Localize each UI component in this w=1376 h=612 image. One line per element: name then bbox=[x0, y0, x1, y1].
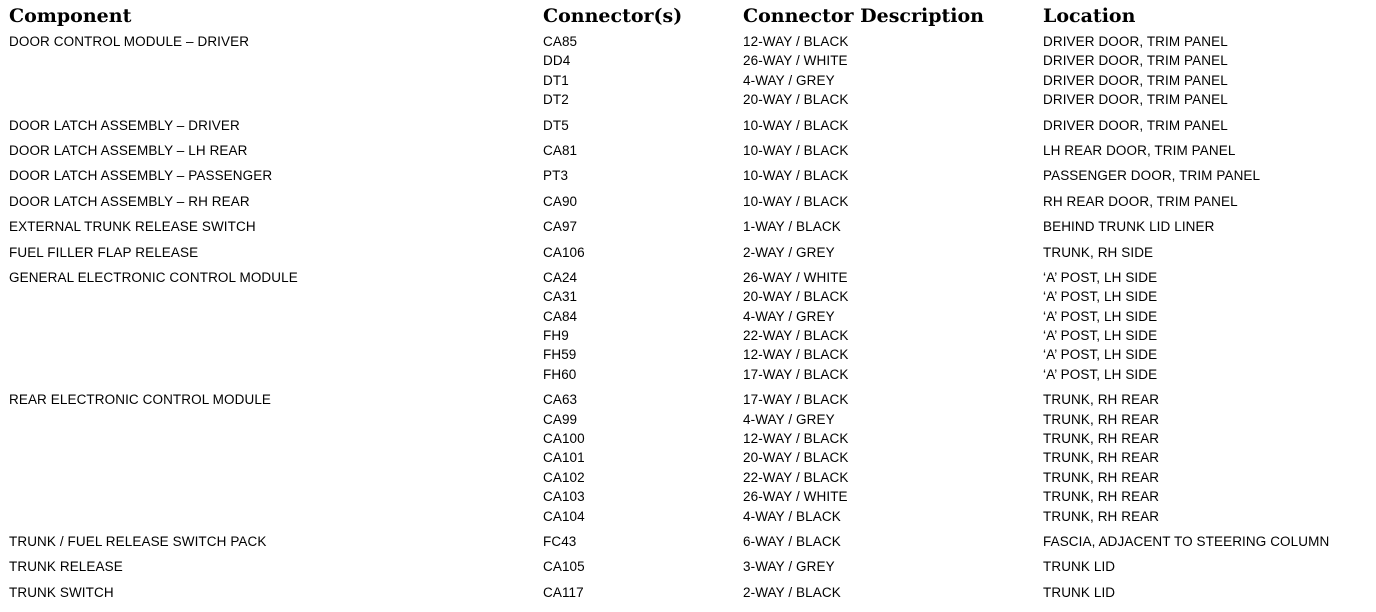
table-row bbox=[9, 243, 1369, 262]
connector-cell: PT3 bbox=[543, 168, 569, 184]
connector-cell: FH60 bbox=[543, 366, 577, 382]
table-row bbox=[9, 365, 1369, 384]
component-cell: DOOR LATCH ASSEMBLY – LH REAR bbox=[9, 142, 248, 158]
component-group bbox=[9, 268, 1369, 384]
connector-cell: CA106 bbox=[543, 244, 585, 260]
component-cell: TRUNK RELEASE bbox=[9, 559, 123, 575]
location-cell: TRUNK LID bbox=[1043, 559, 1116, 575]
connector-cell: DT1 bbox=[543, 72, 569, 88]
location-cell: TRUNK, RH REAR bbox=[1043, 411, 1160, 427]
table-row bbox=[9, 307, 1369, 326]
table-row bbox=[9, 583, 1369, 602]
description-cell: 12-WAY / BLACK bbox=[743, 347, 849, 363]
connector-cell: CA63 bbox=[543, 392, 578, 408]
table-row bbox=[9, 71, 1369, 90]
header-connectors: Connector(s) bbox=[543, 5, 683, 27]
table-row bbox=[9, 532, 1369, 551]
description-cell: 10-WAY / BLACK bbox=[743, 193, 849, 209]
description-cell: 20-WAY / BLACK bbox=[743, 450, 849, 466]
description-cell: 26-WAY / WHITE bbox=[743, 53, 848, 69]
location-cell: DRIVER DOOR, TRIM PANEL bbox=[1043, 34, 1228, 49]
location-cell: TRUNK, RH REAR bbox=[1043, 450, 1160, 466]
connector-cell: CA104 bbox=[543, 508, 585, 524]
description-cell: 20-WAY / BLACK bbox=[743, 92, 849, 108]
component-cell: DOOR LATCH ASSEMBLY – PASSENGER bbox=[9, 168, 273, 184]
description-cell: 10-WAY / BLACK bbox=[743, 142, 849, 158]
description-cell: 4-WAY / BLACK bbox=[743, 508, 841, 524]
component-cell: REAR ELECTRONIC CONTROL MODULE bbox=[9, 392, 272, 408]
connector-cell: FH59 bbox=[543, 347, 577, 363]
description-cell: 26-WAY / WHITE bbox=[743, 489, 848, 505]
component-group bbox=[9, 141, 1369, 160]
description-cell: 3-WAY / GREY bbox=[743, 559, 835, 575]
table-row bbox=[9, 345, 1369, 364]
location-cell: ‘A’ POST, LH SIDE bbox=[1043, 366, 1158, 382]
table-row bbox=[9, 116, 1369, 135]
location-cell: ‘A’ POST, LH SIDE bbox=[1043, 308, 1158, 324]
component-cell: GENERAL ELECTRONIC CONTROL MODULE bbox=[9, 269, 298, 285]
table-row bbox=[9, 390, 1369, 409]
table-row bbox=[9, 166, 1369, 185]
connector-cell: CA117 bbox=[543, 584, 584, 600]
table-row bbox=[9, 429, 1369, 448]
description-cell: 22-WAY / BLACK bbox=[743, 328, 849, 344]
component-group bbox=[9, 116, 1369, 135]
component-group bbox=[9, 583, 1369, 602]
location-cell: TRUNK, RH REAR bbox=[1043, 392, 1160, 408]
description-cell: 2-WAY / GREY bbox=[743, 244, 835, 260]
connector-cell: CA102 bbox=[543, 469, 585, 485]
description-cell: 17-WAY / BLACK bbox=[743, 366, 849, 382]
table-row bbox=[9, 90, 1369, 109]
location-cell: DRIVER DOOR, TRIM PANEL bbox=[1043, 92, 1228, 108]
location-cell: LH REAR DOOR, TRIM PANEL bbox=[1043, 142, 1236, 158]
table-row bbox=[9, 217, 1369, 236]
location-cell: TRUNK, RH SIDE bbox=[1043, 244, 1154, 260]
table-row bbox=[9, 448, 1369, 467]
connector-cell: CA85 bbox=[543, 34, 578, 49]
header-description: Connector Description bbox=[743, 5, 984, 27]
location-cell: DRIVER DOOR, TRIM PANEL bbox=[1043, 53, 1228, 69]
component-group bbox=[9, 532, 1369, 551]
table-row bbox=[9, 192, 1369, 211]
connector-table bbox=[9, 4, 1369, 608]
description-cell: 12-WAY / BLACK bbox=[743, 34, 849, 49]
description-cell: 6-WAY / BLACK bbox=[743, 533, 841, 549]
table-row bbox=[9, 557, 1369, 576]
table-body bbox=[9, 32, 1369, 602]
connector-cell: CA97 bbox=[543, 219, 578, 235]
connector-cell: CA103 bbox=[543, 489, 585, 505]
description-cell: 22-WAY / BLACK bbox=[743, 469, 849, 485]
component-group bbox=[9, 390, 1369, 526]
component-cell: DOOR CONTROL MODULE – DRIVER bbox=[9, 34, 250, 49]
location-cell: DRIVER DOOR, TRIM PANEL bbox=[1043, 72, 1228, 88]
component-cell: DOOR LATCH ASSEMBLY – DRIVER bbox=[9, 117, 240, 133]
component-group bbox=[9, 192, 1369, 211]
component-group bbox=[9, 217, 1369, 236]
table-row bbox=[9, 326, 1369, 345]
component-cell: DOOR LATCH ASSEMBLY – RH REAR bbox=[9, 193, 250, 209]
location-cell: FASCIA, ADJACENT TO STEERING COLUMN bbox=[1043, 533, 1330, 549]
connector-cell: CA90 bbox=[543, 193, 578, 209]
component-cell: TRUNK / FUEL RELEASE SWITCH PACK bbox=[9, 533, 267, 549]
connector-cell: DD4 bbox=[543, 53, 571, 69]
location-cell: ‘A’ POST, LH SIDE bbox=[1043, 289, 1158, 305]
component-cell: FUEL FILLER FLAP RELEASE bbox=[9, 244, 199, 260]
location-cell: TRUNK, RH REAR bbox=[1043, 508, 1160, 524]
connector-cell: DT5 bbox=[543, 117, 569, 133]
table-row bbox=[9, 141, 1369, 160]
connector-cell: CA84 bbox=[543, 308, 578, 324]
component-cell: TRUNK SWITCH bbox=[9, 584, 114, 600]
table-row bbox=[9, 507, 1369, 526]
connector-cell: CA31 bbox=[543, 289, 578, 305]
connector-cell: CA24 bbox=[543, 269, 578, 285]
description-cell: 4-WAY / GREY bbox=[743, 72, 835, 88]
connector-cell: CA81 bbox=[543, 142, 578, 158]
table-row bbox=[9, 487, 1369, 506]
description-cell: 26-WAY / WHITE bbox=[743, 269, 848, 285]
description-cell: 1-WAY / BLACK bbox=[743, 219, 841, 235]
connector-cell: CA99 bbox=[543, 411, 578, 427]
component-cell: EXTERNAL TRUNK RELEASE SWITCH bbox=[9, 219, 256, 235]
description-cell: 4-WAY / GREY bbox=[743, 308, 835, 324]
description-cell: 2-WAY / BLACK bbox=[743, 584, 841, 600]
description-cell: 20-WAY / BLACK bbox=[743, 289, 849, 305]
header-component: Component bbox=[9, 5, 132, 27]
location-cell: TRUNK, RH REAR bbox=[1043, 469, 1160, 485]
table-row bbox=[9, 32, 1369, 51]
component-group bbox=[9, 557, 1369, 576]
connector-cell: DT2 bbox=[543, 92, 569, 108]
description-cell: 12-WAY / BLACK bbox=[743, 431, 849, 447]
table-header bbox=[9, 4, 1369, 32]
location-cell: TRUNK LID bbox=[1043, 584, 1116, 600]
connector-cell: FH9 bbox=[543, 328, 569, 344]
connector-cell: CA105 bbox=[543, 559, 585, 575]
description-cell: 10-WAY / BLACK bbox=[743, 117, 849, 133]
table-row bbox=[9, 287, 1369, 306]
location-cell: ‘A’ POST, LH SIDE bbox=[1043, 347, 1158, 363]
location-cell: BEHIND TRUNK LID LINER bbox=[1043, 219, 1215, 235]
location-cell: ‘A’ POST, LH SIDE bbox=[1043, 328, 1158, 344]
table-row bbox=[9, 51, 1369, 70]
connector-cell: CA100 bbox=[543, 431, 585, 447]
table-row bbox=[9, 410, 1369, 429]
location-cell: TRUNK, RH REAR bbox=[1043, 431, 1160, 447]
connector-cell: FC43 bbox=[543, 533, 577, 549]
table-row bbox=[9, 468, 1369, 487]
description-cell: 17-WAY / BLACK bbox=[743, 392, 849, 408]
component-group bbox=[9, 243, 1369, 262]
header-location: Location bbox=[1043, 5, 1136, 27]
location-cell: RH REAR DOOR, TRIM PANEL bbox=[1043, 193, 1238, 209]
component-group bbox=[9, 32, 1369, 110]
component-group bbox=[9, 166, 1369, 185]
connector-cell: CA101 bbox=[543, 450, 585, 466]
location-cell: ‘A’ POST, LH SIDE bbox=[1043, 269, 1158, 285]
location-cell: DRIVER DOOR, TRIM PANEL bbox=[1043, 117, 1228, 133]
description-cell: 4-WAY / GREY bbox=[743, 411, 835, 427]
description-cell: 10-WAY / BLACK bbox=[743, 168, 849, 184]
table-row bbox=[9, 268, 1369, 287]
location-cell: TRUNK, RH REAR bbox=[1043, 489, 1160, 505]
location-cell: PASSENGER DOOR, TRIM PANEL bbox=[1043, 168, 1261, 184]
